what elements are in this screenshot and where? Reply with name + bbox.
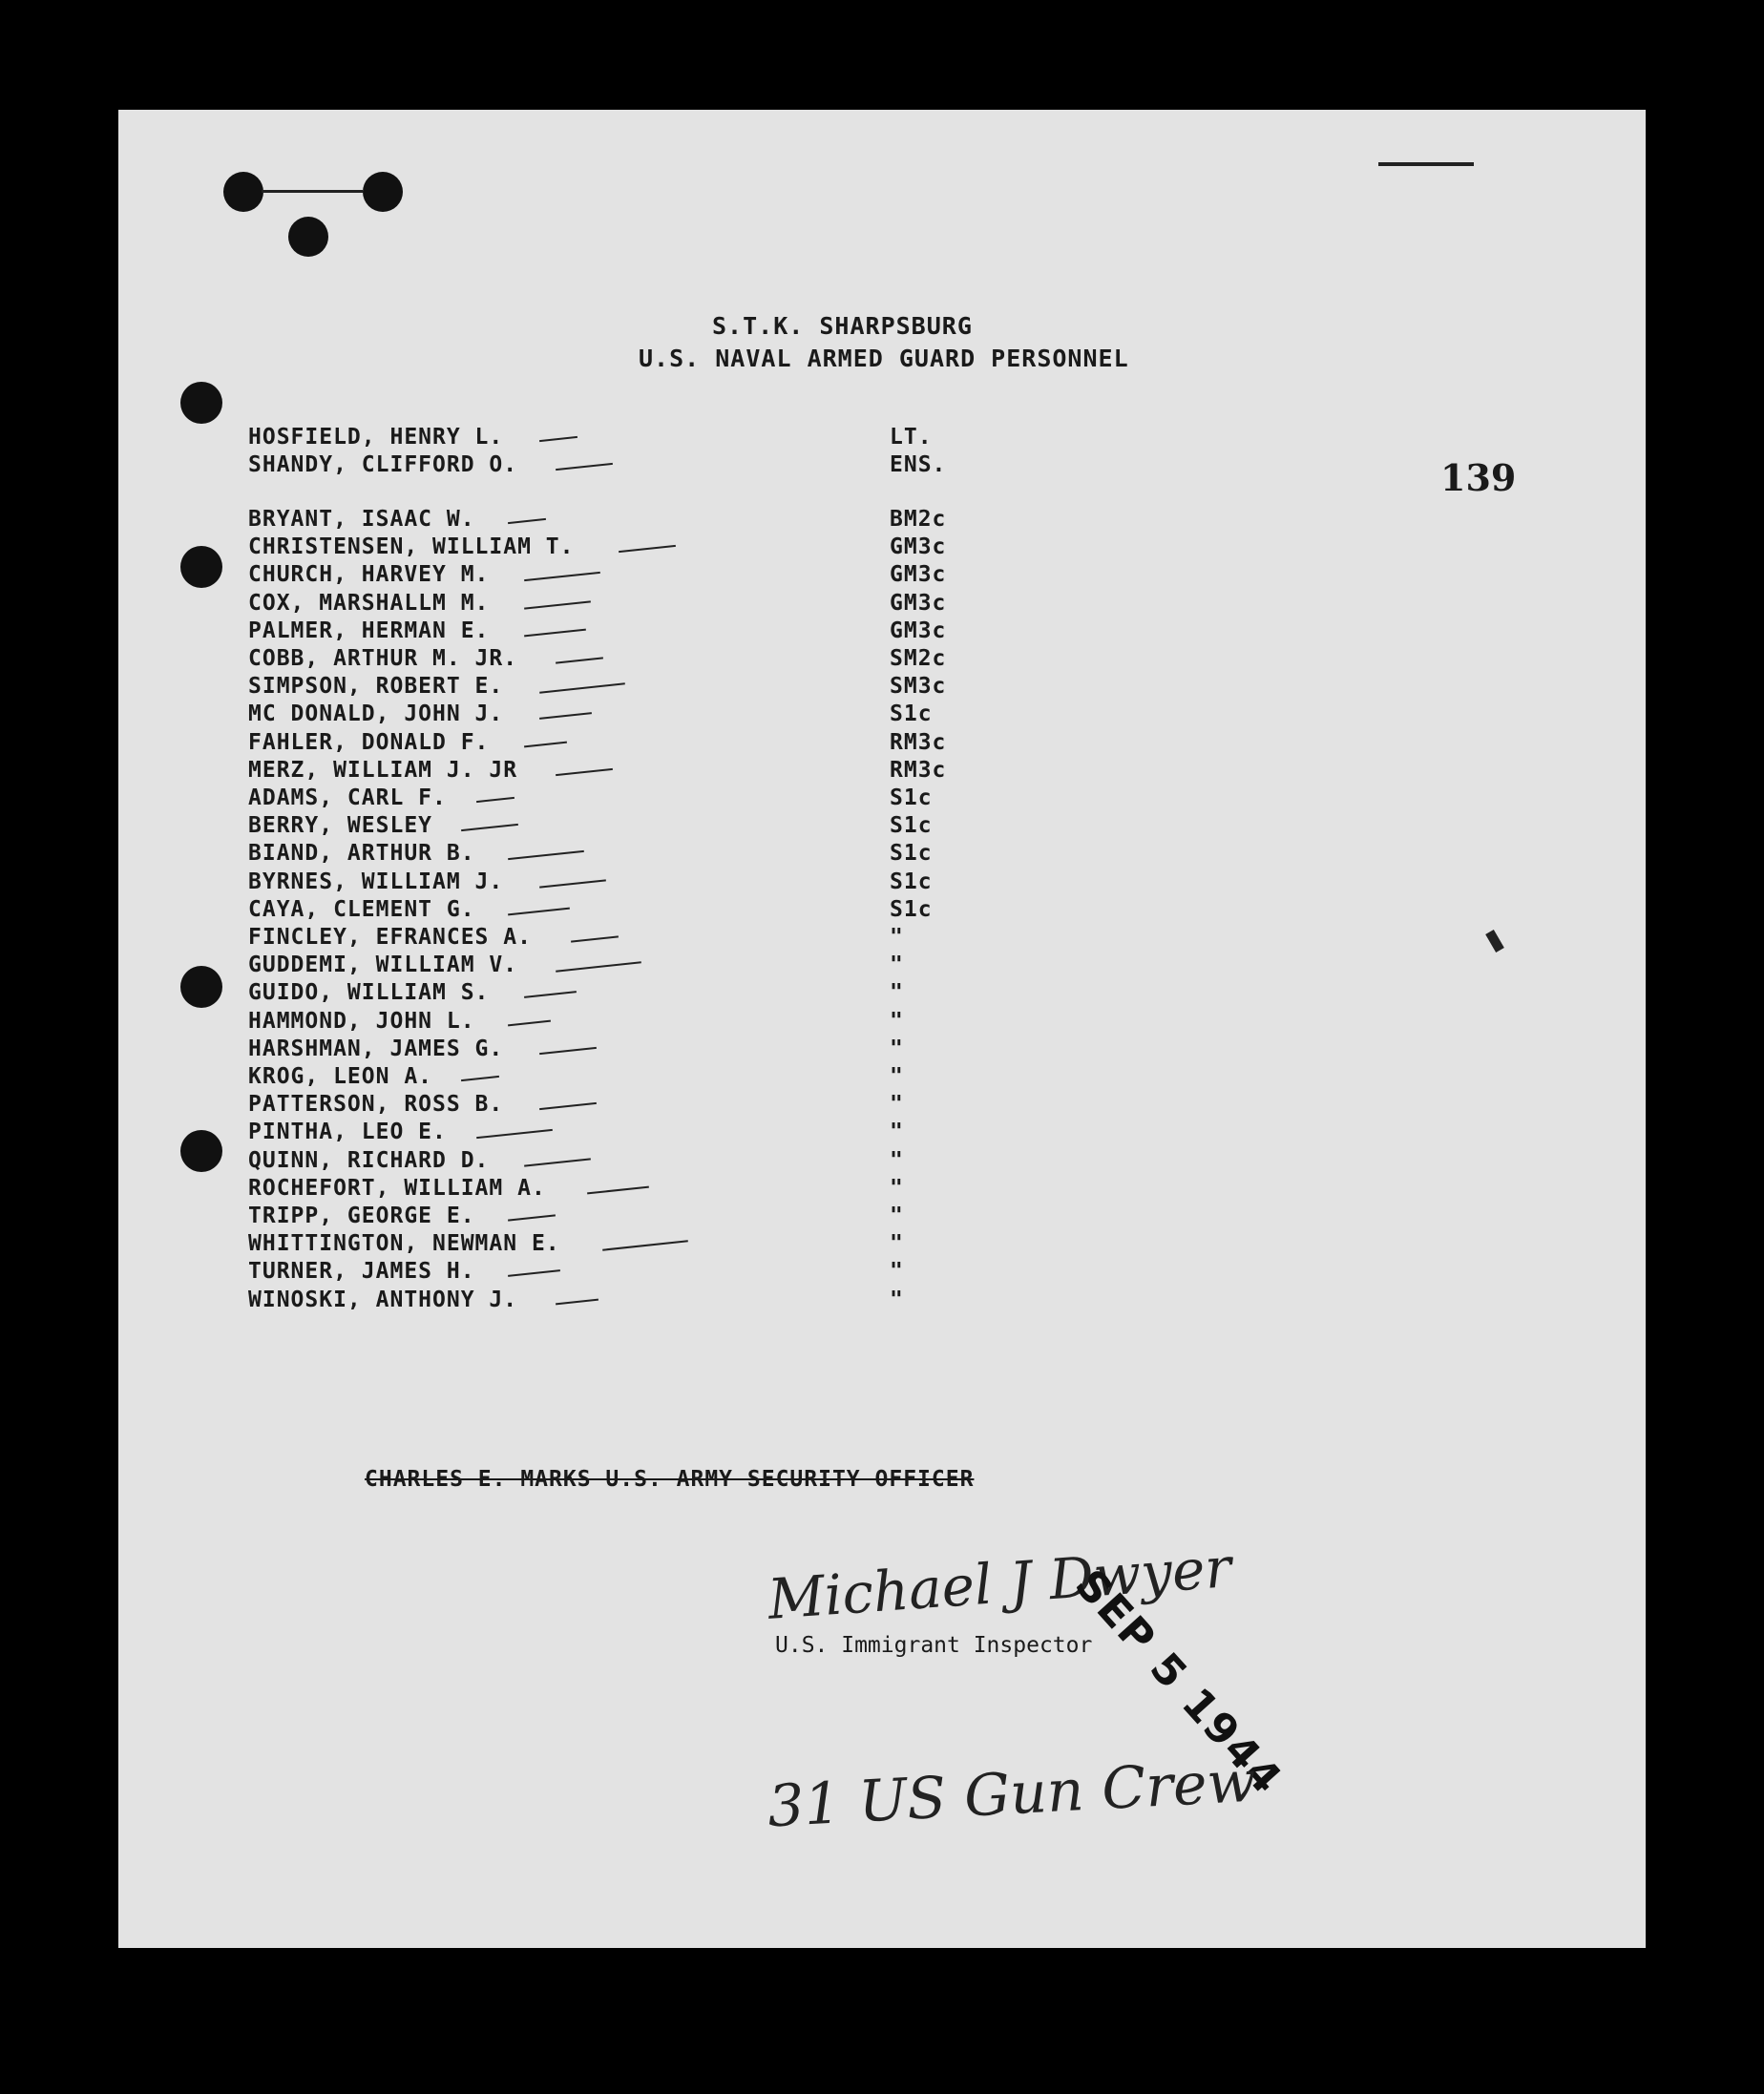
check-mark xyxy=(524,600,591,609)
punch-hole xyxy=(363,172,403,212)
personnel-row xyxy=(118,1148,1646,1176)
personnel-row xyxy=(118,674,1646,701)
check-mark xyxy=(461,1076,499,1081)
page-mark xyxy=(262,190,363,193)
personnel-name: QUINN, RICHARD D. xyxy=(248,1147,490,1173)
check-mark xyxy=(539,682,625,693)
personnel-rank: S1c xyxy=(890,785,933,810)
check-mark xyxy=(524,1158,591,1166)
personnel-rank: GM3c xyxy=(890,534,947,560)
personnel-rank: " xyxy=(890,925,904,950)
personnel-name: COBB, ARTHUR M. JR. xyxy=(248,646,518,671)
handwritten-note: 31 US Gun Crew xyxy=(766,1748,1258,1841)
personnel-row xyxy=(118,646,1646,674)
personnel-name: BIAND, ARTHUR B. xyxy=(248,841,475,867)
personnel-name: CHURCH, HARVEY M. xyxy=(248,562,490,588)
personnel-row xyxy=(118,1288,1646,1315)
personnel-rank: BM2c xyxy=(890,507,947,532)
personnel-name: ROCHEFORT, WILLIAM A. xyxy=(248,1175,546,1201)
personnel-row xyxy=(118,980,1646,1008)
personnel-rank: " xyxy=(890,1036,904,1061)
punch-hole xyxy=(180,382,222,424)
personnel-name: HOSFIELD, HENRY L. xyxy=(248,425,504,450)
personnel-row xyxy=(118,452,1646,480)
personnel-row xyxy=(118,925,1646,953)
personnel-row xyxy=(118,758,1646,785)
personnel-name: MC DONALD, JOHN J. xyxy=(248,701,504,727)
personnel-name: COX, MARSHALLM M. xyxy=(248,590,490,616)
check-mark xyxy=(619,545,676,553)
signature-title: U.S. Immigrant Inspector xyxy=(775,1633,1093,1658)
personnel-rank: GM3c xyxy=(890,590,947,616)
personnel-row xyxy=(118,1064,1646,1092)
personnel-name: MERZ, WILLIAM J. JR xyxy=(248,757,518,783)
personnel-rank: " xyxy=(890,1259,904,1285)
personnel-rank: GM3c xyxy=(890,562,947,588)
personnel-rank: S1c xyxy=(890,869,933,894)
personnel-name: KROG, LEON A. xyxy=(248,1064,433,1089)
personnel-row xyxy=(118,618,1646,646)
check-mark xyxy=(508,1019,551,1026)
personnel-name: SIMPSON, ROBERT E. xyxy=(248,674,504,700)
personnel-row xyxy=(118,1204,1646,1231)
check-mark xyxy=(539,713,592,721)
personnel-name: WINOSKI, ANTHONY J. xyxy=(248,1287,518,1312)
check-mark xyxy=(524,741,567,747)
check-mark xyxy=(508,850,584,860)
check-mark xyxy=(556,463,613,471)
personnel-row xyxy=(118,953,1646,980)
personnel-name: FAHLER, DONALD F. xyxy=(248,729,490,755)
personnel-row xyxy=(118,813,1646,841)
check-mark xyxy=(476,797,514,803)
personnel-rank: S1c xyxy=(890,701,933,727)
personnel-rank: S1c xyxy=(890,896,933,922)
check-mark xyxy=(524,992,577,999)
personnel-rank: GM3c xyxy=(890,618,947,643)
check-mark xyxy=(556,961,641,972)
personnel-row xyxy=(118,869,1646,897)
punch-hole xyxy=(288,217,328,257)
personnel-name: PALMER, HERMAN E. xyxy=(248,618,490,643)
personnel-row xyxy=(118,785,1646,813)
personnel-name: TRIPP, GEORGE E. xyxy=(248,1204,475,1228)
check-mark xyxy=(524,572,600,581)
personnel-name: HAMMOND, JOHN L. xyxy=(248,1008,475,1034)
document-title: S.T.K. SHARPSBURG xyxy=(712,312,973,340)
personnel-row xyxy=(118,507,1646,534)
personnel-rank: RM3c xyxy=(890,757,947,783)
personnel-rank: " xyxy=(890,1120,904,1145)
personnel-row xyxy=(118,562,1646,590)
date-stamp: SEP 5 1944 xyxy=(1065,1560,1292,1805)
check-mark xyxy=(508,518,546,524)
personnel-rank: " xyxy=(890,953,904,978)
personnel-row xyxy=(118,1120,1646,1147)
personnel-rank: ENS. xyxy=(890,452,947,477)
check-mark xyxy=(539,1047,597,1055)
personnel-row xyxy=(118,591,1646,618)
personnel-name: BRYANT, ISAAC W. xyxy=(248,507,475,532)
personnel-rank: SM2c xyxy=(890,646,947,671)
personnel-name: HARSHMAN, JAMES G. xyxy=(248,1036,504,1061)
personnel-row xyxy=(118,730,1646,758)
personnel-name: GUIDO, WILLIAM S. xyxy=(248,980,490,1006)
personnel-name: WHITTINGTON, NEWMAN E. xyxy=(248,1231,560,1257)
personnel-rank: " xyxy=(890,1147,904,1173)
check-mark xyxy=(508,1270,560,1278)
personnel-rank: " xyxy=(890,980,904,1006)
inspector-signature: Michael J Dwyer xyxy=(766,1535,1234,1632)
personnel-name: BERRY, WESLEY xyxy=(248,813,433,839)
personnel-name: CHRISTENSEN, WILLIAM T. xyxy=(248,534,575,560)
check-mark xyxy=(556,768,613,776)
personnel-row xyxy=(118,1009,1646,1037)
check-mark xyxy=(556,1298,598,1305)
personnel-name: BYRNES, WILLIAM J. xyxy=(248,869,504,894)
personnel-name: PINTHA, LEO E. xyxy=(248,1120,447,1145)
personnel-rank: " xyxy=(890,1064,904,1089)
personnel-row xyxy=(118,425,1646,452)
personnel-rank: RM3c xyxy=(890,729,947,755)
personnel-rank: " xyxy=(890,1287,904,1312)
personnel-name: CAYA, CLEMENT G. xyxy=(248,896,475,922)
document-page xyxy=(118,110,1646,1948)
personnel-rank: " xyxy=(890,1231,904,1257)
personnel-row xyxy=(118,1037,1646,1064)
personnel-rank: " xyxy=(890,1092,904,1118)
personnel-rank: " xyxy=(890,1175,904,1201)
personnel-row xyxy=(118,1176,1646,1204)
personnel-name: ADAMS, CARL F. xyxy=(248,785,447,810)
page-mark xyxy=(1378,162,1474,166)
personnel-rank: SM3c xyxy=(890,674,947,700)
personnel-name: SHANDY, CLIFFORD O. xyxy=(248,452,518,477)
personnel-name: FINCLEY, EFRANCES A. xyxy=(248,925,532,950)
personnel-rank: " xyxy=(890,1008,904,1034)
check-mark xyxy=(539,879,606,888)
personnel-row xyxy=(118,1259,1646,1287)
personnel-rank: S1c xyxy=(890,841,933,867)
personnel-name: GUDDEMI, WILLIAM V. xyxy=(248,953,518,978)
check-mark xyxy=(587,1185,649,1194)
personnel-row xyxy=(118,1231,1646,1259)
personnel-rank: S1c xyxy=(890,813,933,839)
page-number: 139 xyxy=(1440,456,1517,499)
check-mark xyxy=(539,1102,597,1110)
personnel-row xyxy=(118,701,1646,729)
check-mark xyxy=(508,907,570,915)
check-mark xyxy=(556,657,603,663)
personnel-rank: " xyxy=(890,1204,904,1228)
check-mark xyxy=(476,1129,553,1139)
punch-hole xyxy=(223,172,263,212)
check-mark xyxy=(602,1240,688,1250)
personnel-row xyxy=(118,534,1646,562)
check-mark xyxy=(539,436,578,442)
check-mark xyxy=(571,935,619,942)
check-mark xyxy=(461,824,518,831)
personnel-rank: LT. xyxy=(890,425,933,450)
struck-officer-line: CHARLES E. MARKS U.S. ARMY SECURITY OFFICER xyxy=(365,1467,975,1492)
check-mark xyxy=(524,628,586,637)
personnel-row xyxy=(118,897,1646,925)
personnel-row xyxy=(118,841,1646,869)
personnel-row xyxy=(118,1092,1646,1120)
check-mark xyxy=(508,1214,556,1221)
document-subtitle: U.S. NAVAL ARMED GUARD PERSONNEL xyxy=(639,345,1129,372)
personnel-name: TURNER, JAMES H. xyxy=(248,1259,475,1285)
personnel-name: PATTERSON, ROSS B. xyxy=(248,1092,504,1118)
